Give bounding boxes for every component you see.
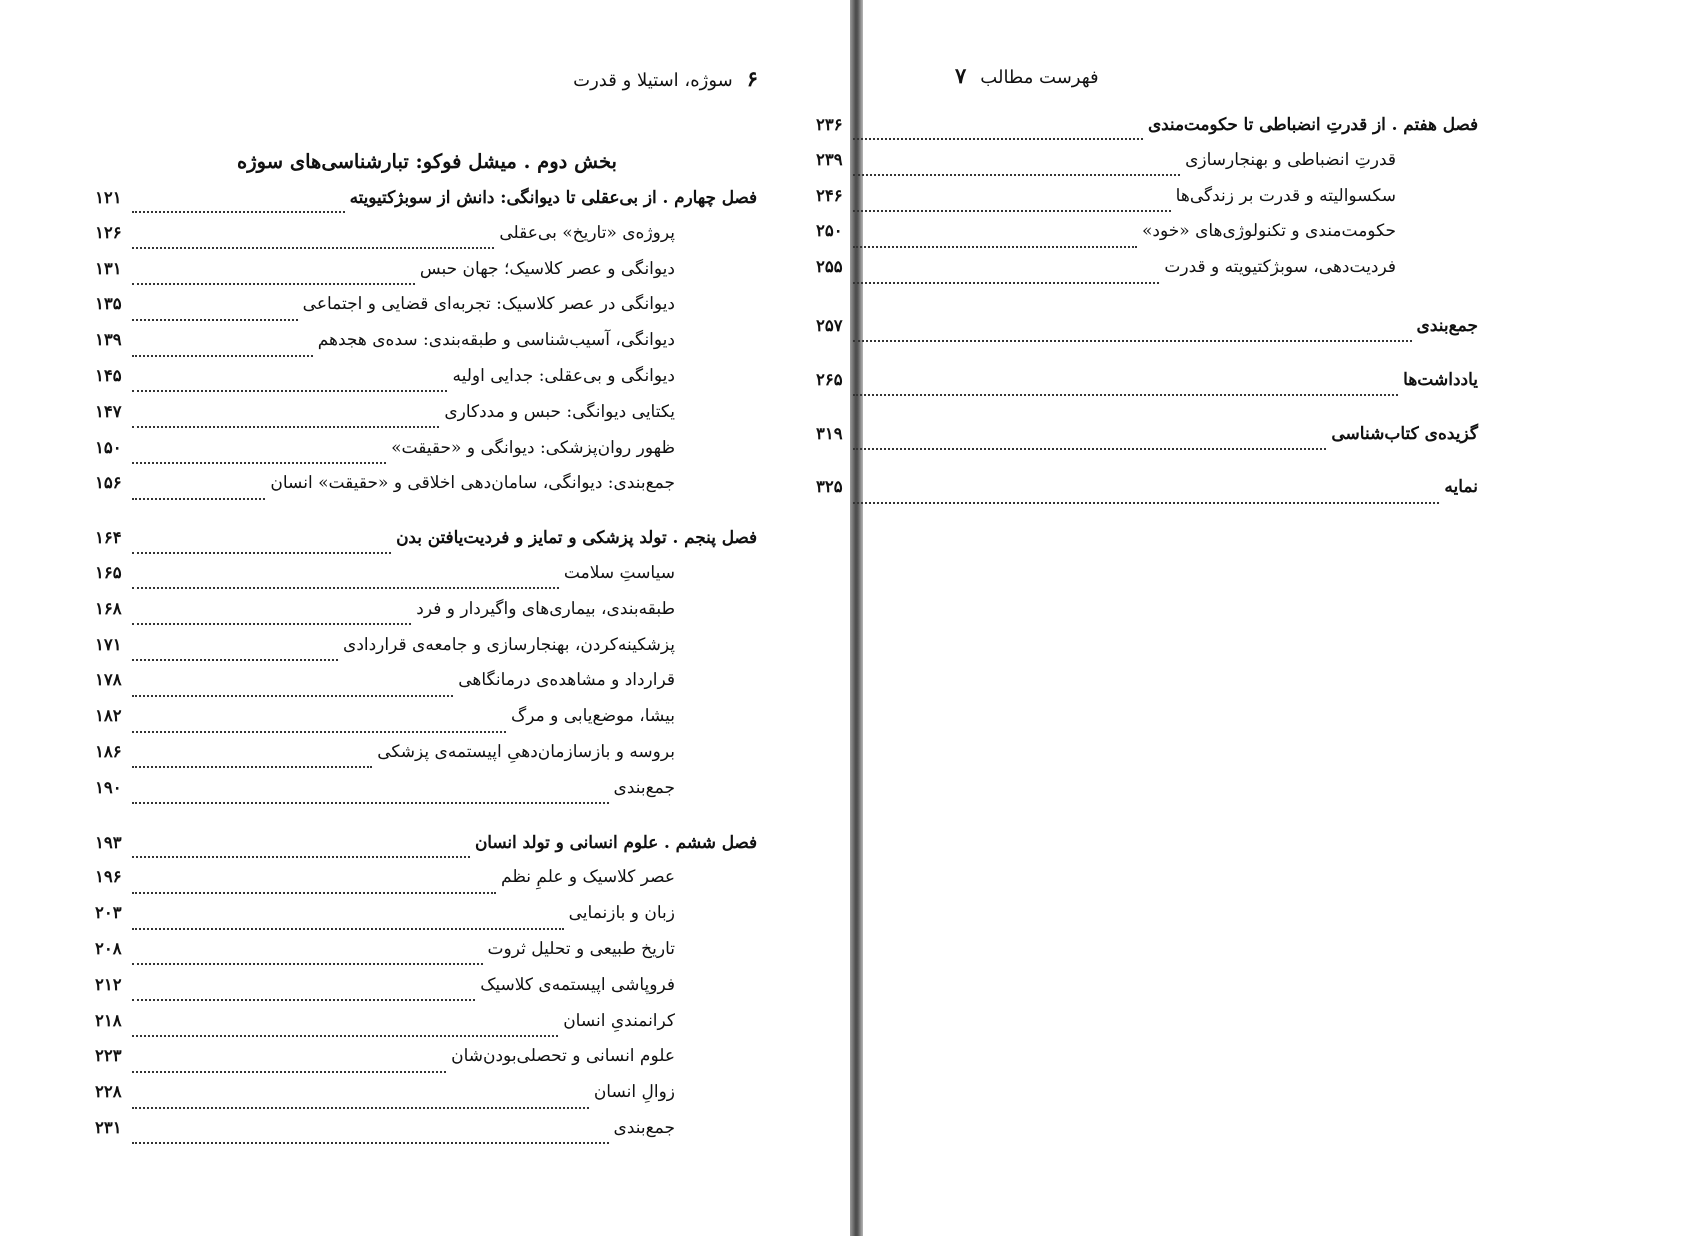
part-title: بخش دوم . میشل فوکو: تبارشناسی‌های سوژه xyxy=(237,150,617,173)
toc-entry-title: ظهور روان‌پزشکی: دیوانگی و «حقیقت» xyxy=(391,437,675,458)
toc-entry-title: دیوانگی، آسیب‌شناسی و طبقه‌بندی: سده‌ی هجدهم xyxy=(317,330,675,351)
dot-leader xyxy=(132,246,494,249)
toc-entry-page: ۱۹۳ xyxy=(95,832,122,852)
toc-entry-page: ۱۳۱ xyxy=(95,258,122,278)
toc-entry-page: ۱۷۱ xyxy=(95,634,122,654)
toc-entry-page: ۲۵۷ xyxy=(816,315,843,335)
dot-leader xyxy=(132,282,415,285)
toc-entry-page: ۲۶۵ xyxy=(816,369,843,389)
left-running-title: سوژه، استیلا و قدرت xyxy=(573,70,733,91)
dot-leader xyxy=(132,658,338,661)
dot-leader xyxy=(853,393,1398,396)
toc-entry xyxy=(95,867,757,903)
toc-entry-title: سیاستِ سلامت xyxy=(563,562,675,583)
dot-leader xyxy=(853,501,1439,504)
left-running-head xyxy=(573,66,758,91)
dot-leader xyxy=(132,210,345,213)
toc-entry-title: زبان و بازنمایی xyxy=(568,903,675,924)
dot-leader xyxy=(132,962,483,965)
toc-entry xyxy=(816,424,1478,460)
toc-entry-title: دیوانگی و بی‌عقلی: جدایی اولیه xyxy=(452,365,675,386)
toc-entry-page: ۳۱۹ xyxy=(816,423,843,443)
toc-entry-page: ۲۰۳ xyxy=(95,903,122,923)
toc-entry xyxy=(95,778,757,814)
toc-entry-title: نمایه xyxy=(1444,477,1478,498)
toc-chapter-entry xyxy=(95,832,757,868)
toc-entry-page: ۱۸۲ xyxy=(95,706,122,726)
dot-leader xyxy=(132,998,475,1001)
toc-entry xyxy=(95,742,757,778)
dot-leader xyxy=(132,497,265,500)
right-running-head xyxy=(955,63,1099,88)
toc-entry xyxy=(816,370,1478,406)
toc-entry xyxy=(95,438,757,474)
toc-entry-title: کرانمندیِ انسان xyxy=(563,1010,675,1031)
toc-entry xyxy=(95,670,757,706)
toc-entry xyxy=(816,316,1478,352)
toc-entry-title: تاریخ طبیعی و تحلیل ثروت xyxy=(487,938,675,959)
dot-leader xyxy=(132,586,559,589)
toc-entry-title: فصل چهارم . از بی‌عقلی تا دیوانگی: دانش از سوبژکتیویته xyxy=(349,187,757,207)
toc-entry-title: پروژه‌ی «تاریخ» بی‌عقلی xyxy=(499,222,675,243)
toc-entry xyxy=(816,186,1478,222)
toc-chapter-entry xyxy=(95,527,757,563)
toc-entry-page: ۲۱۲ xyxy=(95,974,122,994)
left-page xyxy=(0,0,850,1236)
dot-leader xyxy=(853,281,1159,284)
toc-entry-title: یکتایی دیوانگی: حبس و مددکاری xyxy=(444,401,675,422)
toc-entry-page: ۱۲۶ xyxy=(95,222,122,242)
dot-leader xyxy=(853,339,1412,342)
toc-entry-page: ۱۷۸ xyxy=(95,670,122,690)
toc-entry-title: گزیده‌ی کتاب‌شناسی xyxy=(1331,423,1478,444)
toc-entry-title: فصل ششم . علوم انسانی و تولد انسان xyxy=(474,831,757,852)
toc-entry-page: ۲۲۳ xyxy=(95,1046,122,1066)
toc-entry xyxy=(95,223,757,259)
toc-entry xyxy=(95,635,757,671)
toc-entry-page: ۲۴۶ xyxy=(816,185,843,205)
toc-entry-page: ۱۵۰ xyxy=(95,437,122,457)
dot-leader xyxy=(853,173,1180,176)
dot-leader xyxy=(132,1070,446,1073)
toc-entry-title: پزشکینه‌کردن، بهنجارسازی و جامعه‌ی قراردادی xyxy=(343,634,675,655)
toc-entry xyxy=(95,1118,757,1154)
toc-entry-page: ۱۹۰ xyxy=(95,777,122,797)
dot-leader xyxy=(132,1106,589,1109)
toc-right xyxy=(816,114,1478,513)
dot-leader xyxy=(132,318,298,321)
toc-entry xyxy=(95,939,757,975)
dot-leader xyxy=(132,855,470,858)
toc-entry-title: زوالِ انسان xyxy=(593,1082,675,1103)
toc-entry xyxy=(95,975,757,1011)
toc-entry-title: علوم انسانی و تحصلی‌بودن‌شان xyxy=(451,1046,675,1067)
dot-leader xyxy=(132,694,453,697)
toc-entry-title: بروسه و بازسازمان‌دهیِ اپیستمه‌ی پزشکی xyxy=(377,741,675,762)
toc-entry xyxy=(95,599,757,635)
toc-entry-title: قرارداد و مشاهده‌ی درمانگاهی xyxy=(458,670,675,691)
toc-entry-page: ۱۸۶ xyxy=(95,741,122,761)
dot-leader xyxy=(853,447,1326,450)
toc-entry-title: فصل هفتم . از قدرتِ انضباطی تا حکومت‌مندی xyxy=(1147,114,1478,134)
toc-entry-page: ۳۲۵ xyxy=(816,477,843,497)
right-page-number: ۷ xyxy=(955,63,967,88)
toc-entry xyxy=(95,259,757,295)
toc-entry-page: ۱۵۶ xyxy=(95,473,122,493)
toc-entry xyxy=(95,330,757,366)
right-page xyxy=(816,0,1702,1236)
toc-entry-title: فصل پنجم . تولد پزشکی و تمایز و فردیت‌یافتن بدن xyxy=(396,527,757,548)
toc-entry-page: ۱۲۱ xyxy=(95,188,122,207)
toc-entry-title: جمع‌بندی: دیوانگی، سامان‌دهی اخلاقی و «حقیقت» انسان xyxy=(270,473,675,494)
toc-entry-page: ۱۶۴ xyxy=(95,528,122,548)
toc-entry-title: طبقه‌بندی، بیماری‌های واگیردار و فرد xyxy=(416,598,675,619)
dot-leader xyxy=(132,425,439,428)
toc-entry-page: ۲۲۸ xyxy=(95,1082,122,1102)
toc-entry xyxy=(95,1011,757,1047)
toc-chapter-entry xyxy=(816,114,1478,150)
toc-entry-title: یادداشت‌ها xyxy=(1403,369,1478,390)
toc-entry xyxy=(95,706,757,742)
toc-entry xyxy=(816,150,1478,186)
dot-leader xyxy=(853,137,1143,140)
toc-chapter-entry xyxy=(95,187,757,223)
dot-leader xyxy=(132,765,372,768)
right-running-title: فهرست مطالب xyxy=(980,67,1099,88)
dot-leader xyxy=(132,1034,558,1037)
toc-entry xyxy=(95,563,757,599)
dot-leader xyxy=(132,730,506,733)
dot-leader xyxy=(132,927,564,930)
toc-entry-title: حکومت‌مندی و تکنولوژی‌های «خود» xyxy=(1142,221,1396,242)
dot-leader xyxy=(132,389,447,392)
toc-entry-title: جمع‌بندی xyxy=(1416,315,1478,336)
toc-entry-title: جمع‌بندی xyxy=(613,777,675,798)
toc-entry-page: ۱۴۵ xyxy=(95,365,122,385)
toc-entry-page: ۲۳۶ xyxy=(816,115,843,134)
dot-leader xyxy=(132,461,386,464)
toc-entry-title: جمع‌بندی xyxy=(613,1117,675,1138)
toc-entry-title: عصر کلاسیک و علمِ نظم xyxy=(501,867,675,888)
dot-leader xyxy=(132,622,411,625)
toc-entry-page: ۲۰۸ xyxy=(95,938,122,958)
toc-entry xyxy=(95,294,757,330)
dot-leader xyxy=(132,891,496,894)
toc-entry-title: دیوانگی در عصر کلاسیک: تجربه‌ای قضایی و اجتماعی xyxy=(302,294,675,315)
toc-entry-page: ۱۴۷ xyxy=(95,401,122,421)
toc-entry-title: فردیت‌دهی، سوبژکتیویته و قدرت xyxy=(1164,257,1396,278)
toc-entry xyxy=(95,366,757,402)
toc-entry-title: قدرتِ انضباطی و بهنجارسازی xyxy=(1185,149,1396,170)
toc-entry-page: ۱۳۵ xyxy=(95,294,122,314)
toc-entry-page: ۲۵۰ xyxy=(816,221,843,241)
toc-entry xyxy=(95,903,757,939)
toc-entry-page: ۲۵۵ xyxy=(816,257,843,277)
toc-entry-title: بیشا، موضع‌یابی و مرگ xyxy=(511,706,675,727)
toc-entry xyxy=(816,477,1478,513)
toc-entry-page: ۱۳۹ xyxy=(95,330,122,350)
left-page-number: ۶ xyxy=(746,66,758,91)
toc-entry-page: ۱۶۵ xyxy=(95,562,122,582)
toc-entry xyxy=(95,1046,757,1082)
toc-entry-page: ۱۹۶ xyxy=(95,867,122,887)
toc-entry-title: دیوانگی و عصر کلاسیک؛ جهان حبس xyxy=(419,258,675,279)
toc-entry-page: ۲۱۸ xyxy=(95,1010,122,1030)
toc-entry-title: سکسوالیته و قدرت بر زندگی‌ها xyxy=(1175,185,1396,206)
dot-leader xyxy=(132,551,391,554)
toc-entry-page: ۱۶۸ xyxy=(95,598,122,618)
toc-entry xyxy=(95,402,757,438)
dot-leader xyxy=(132,354,313,357)
dot-leader xyxy=(132,1141,609,1144)
dot-leader xyxy=(853,245,1137,248)
toc-left xyxy=(95,187,757,1154)
toc-entry-page: ۲۳۱ xyxy=(95,1117,122,1137)
toc-entry-page: ۲۳۹ xyxy=(816,149,843,169)
toc-entry-title: فروپاشی اپیستمه‌ی کلاسیک xyxy=(480,974,675,995)
toc-entry xyxy=(816,221,1478,257)
dot-leader xyxy=(853,209,1171,212)
dot-leader xyxy=(132,801,609,804)
toc-entry xyxy=(95,1082,757,1118)
toc-entry xyxy=(95,473,757,509)
toc-entry xyxy=(816,257,1478,293)
